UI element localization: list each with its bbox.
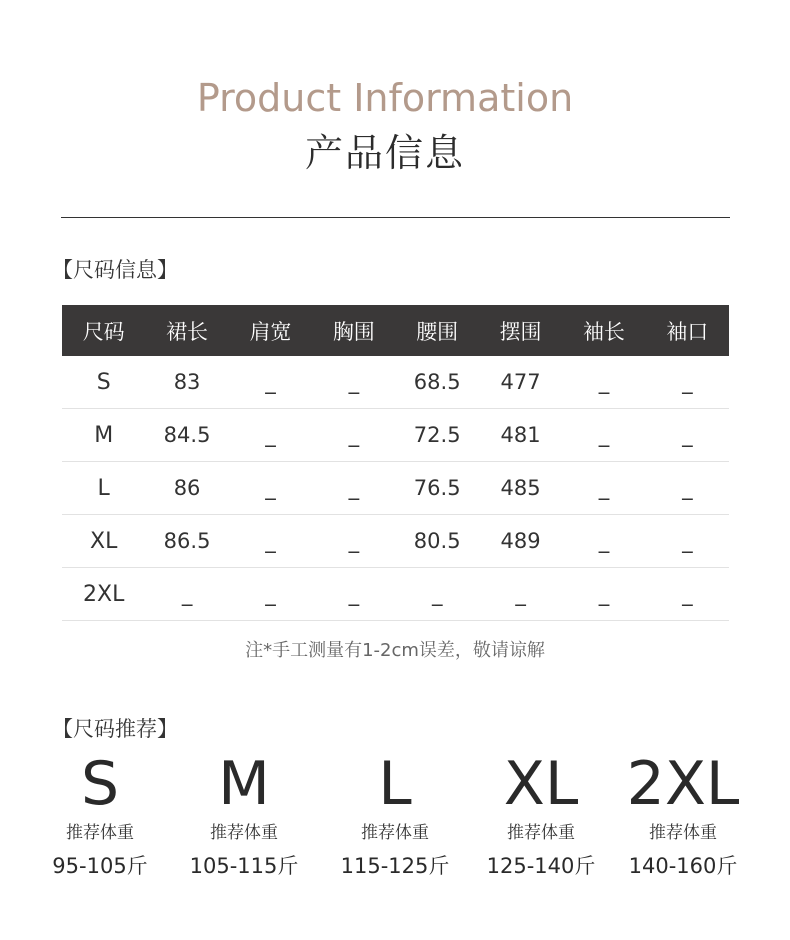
recommend-size: L bbox=[378, 749, 412, 819]
table-cell: _ bbox=[229, 568, 312, 621]
table-cell: S bbox=[62, 356, 145, 409]
size-recommend-heading: 【尺码推荐】 bbox=[52, 717, 178, 741]
recommend-weight-range: 105-115斤 bbox=[189, 854, 299, 878]
recommend-size: XL bbox=[503, 749, 579, 819]
table-cell: _ bbox=[646, 462, 729, 515]
measurement-note: 注*手工测量有1-2cm误差，敬请谅解 bbox=[245, 640, 545, 661]
table-cell: 489 bbox=[479, 515, 562, 568]
recommend-weight-range: 140-160斤 bbox=[628, 854, 738, 878]
recommend-item-m bbox=[169, 749, 319, 880]
table-cell: _ bbox=[145, 568, 228, 621]
recommend-weight-range: 95-105斤 bbox=[52, 854, 148, 878]
table-cell: M bbox=[62, 409, 145, 462]
table-cell: _ bbox=[646, 515, 729, 568]
table-cell: _ bbox=[229, 356, 312, 409]
table-cell: _ bbox=[562, 409, 645, 462]
recommend-weight-label: 推荐体重 bbox=[361, 823, 429, 843]
table-cell: 477 bbox=[479, 356, 562, 409]
recommend-weight-label: 推荐体重 bbox=[649, 823, 717, 843]
recommend-size: S bbox=[80, 749, 120, 819]
table-cell: _ bbox=[312, 568, 395, 621]
table-cell: _ bbox=[229, 462, 312, 515]
title-english: Product Information bbox=[196, 76, 574, 120]
table-cell: 76.5 bbox=[396, 462, 479, 515]
title-chinese: 产品信息 bbox=[304, 131, 465, 175]
table-cell: _ bbox=[646, 568, 729, 621]
recommend-item-l bbox=[320, 749, 470, 880]
recommend-item-xl bbox=[466, 749, 616, 880]
table-row bbox=[62, 568, 729, 621]
recommend-weight-label: 推荐体重 bbox=[66, 823, 134, 843]
recommend-weight-range: 125-140斤 bbox=[486, 854, 596, 878]
column-header-size: 尺码 bbox=[62, 305, 145, 356]
column-header-dress-length: 裙长 bbox=[145, 305, 228, 356]
recommend-item-s bbox=[25, 749, 175, 880]
table-row bbox=[62, 409, 729, 462]
size-table-header-row bbox=[62, 305, 729, 356]
table-cell: _ bbox=[562, 568, 645, 621]
recommend-weight-label: 推荐体重 bbox=[210, 823, 278, 843]
table-cell: _ bbox=[312, 356, 395, 409]
table-cell: _ bbox=[562, 462, 645, 515]
table-cell: 72.5 bbox=[396, 409, 479, 462]
size-info-heading: 【尺码信息】 bbox=[52, 258, 178, 282]
table-cell: _ bbox=[562, 515, 645, 568]
recommend-weight-range: 115-125斤 bbox=[340, 854, 450, 878]
table-cell: L bbox=[62, 462, 145, 515]
table-cell: _ bbox=[229, 515, 312, 568]
table-cell: 2XL bbox=[62, 568, 145, 621]
column-header-shoulder: 肩宽 bbox=[229, 305, 312, 356]
table-cell: 86 bbox=[145, 462, 228, 515]
table-row bbox=[62, 356, 729, 409]
table-cell: _ bbox=[229, 409, 312, 462]
column-header-cuff: 袖口 bbox=[646, 305, 729, 356]
table-cell: 84.5 bbox=[145, 409, 228, 462]
table-cell: 68.5 bbox=[396, 356, 479, 409]
table-cell: XL bbox=[62, 515, 145, 568]
table-cell: _ bbox=[646, 409, 729, 462]
recommend-size: 2XL bbox=[626, 749, 740, 819]
recommend-item-2xl bbox=[608, 749, 758, 880]
column-header-sleeve-length: 袖长 bbox=[562, 305, 645, 356]
table-cell: 83 bbox=[145, 356, 228, 409]
size-table bbox=[62, 305, 729, 621]
header-divider bbox=[61, 217, 730, 218]
table-cell: 86.5 bbox=[145, 515, 228, 568]
recommend-weight-label: 推荐体重 bbox=[507, 823, 575, 843]
table-cell: 481 bbox=[479, 409, 562, 462]
table-cell: _ bbox=[396, 568, 479, 621]
column-header-bust: 胸围 bbox=[312, 305, 395, 356]
table-cell: 80.5 bbox=[396, 515, 479, 568]
table-cell: _ bbox=[312, 409, 395, 462]
table-row bbox=[62, 462, 729, 515]
table-cell: _ bbox=[646, 356, 729, 409]
table-cell: _ bbox=[312, 515, 395, 568]
table-cell: _ bbox=[479, 568, 562, 621]
column-header-hem: 摆围 bbox=[479, 305, 562, 356]
table-cell: 485 bbox=[479, 462, 562, 515]
table-cell: _ bbox=[562, 356, 645, 409]
recommend-size: M bbox=[218, 749, 270, 819]
table-row bbox=[62, 515, 729, 568]
table-cell: _ bbox=[312, 462, 395, 515]
column-header-waist: 腰围 bbox=[396, 305, 479, 356]
